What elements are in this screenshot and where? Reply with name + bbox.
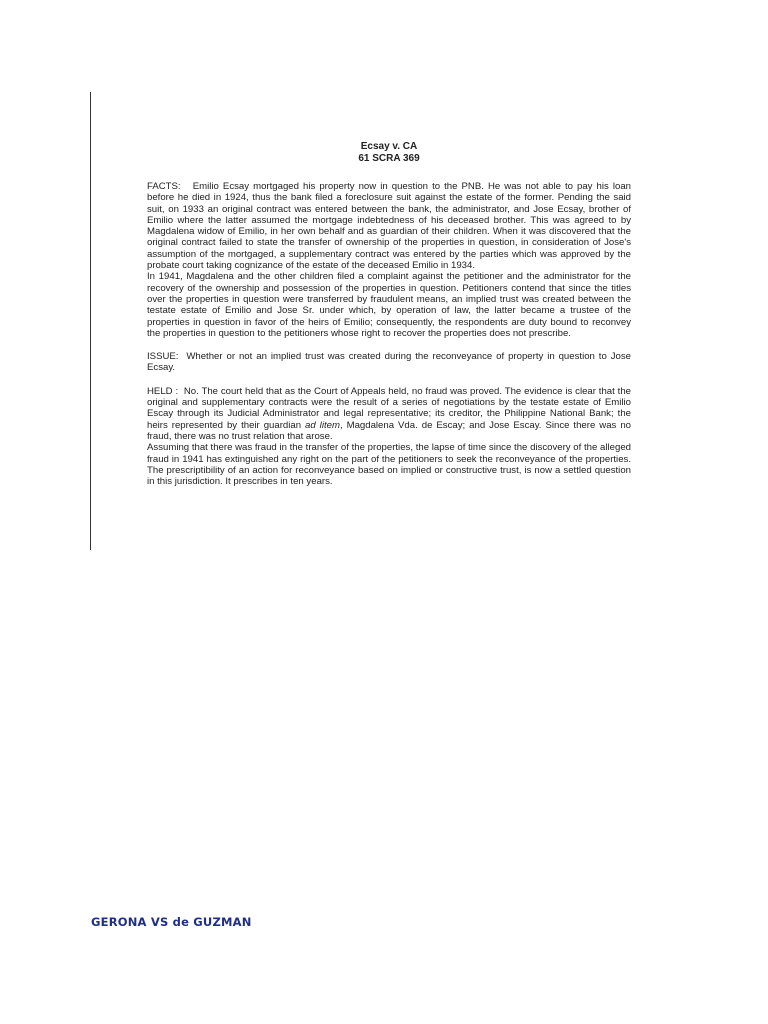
facts-text-1: Emilio Ecsay mortgaged his property now in question to the PNB. He was not able to pay his loan before he died in 1924, thus the bank filed a foreclosure suit against the estate of the former. Pending the said suit, on 1933 an original contract was entered between the bank, the administrator, and Jose Ecsay, brother of Emilio where the latter assumed the mortgage indebtedness of his deceased brother. This was agreed to by Magdalena widow of Emilio, in her own behalf and as guardian of their children. When it was discovered that the original contract failed to state the transfer of ownership of the properties in question, in consideration of Jose's assumption of the mortgaged, a supplementary contract was entered by the parties which was approved by the probate court taking cognizance of the estate of the deceased Emilio in 1934. <box>147 181 631 272</box>
issue-label: ISSUE: <box>147 351 179 363</box>
held-paragraph-2: Assuming that there was fraud in the transfer of the properties, the lapse of time since the discovery of the alleged fraud in 1941 has extinguished any right on the part of the petitioners to seek the reconveyance of the properties. The prescriptibility of an action for reconveyance based on implied or constructive trust, is now a settled question in this jurisdiction. It prescribes in ten years. <box>147 442 631 488</box>
case-digest <box>147 141 631 487</box>
facts-paragraph-1 <box>147 181 631 271</box>
held-paragraph-1 <box>147 386 631 442</box>
facts-label: FACTS: <box>147 181 181 192</box>
issue-paragraph <box>147 351 631 374</box>
next-case-heading: GERONA VS de GUZMAN <box>91 915 252 929</box>
held-text-1: No. The court held that as the Court of Appeals held, no fraud was proved. The evidence is clear that the original and supplementary contracts were the result of a series of negotiations by the testate estate of Emilio Escay through its Judicial Administrator and legal representative; its creditor, the Philippine National Bank; the heirs represented by their guardian <box>147 385 631 431</box>
margin-change-bar <box>90 92 91 550</box>
issue-text: Whether or not an implied trust was created during the reconveyance of property in question to Jose Ecsay. <box>147 351 631 374</box>
facts-paragraph-2: In 1941, Magdalena and the other children filed a complaint against the petitioner and the administrator for the recovery of the ownership and possession of the properties in question. Petitioners contend that since the titles over the properties in question were transferred by fraudulent means, an implied trust was created between the testate estate of Emilio and Jose Sr. under which, by operation of law, the latter became a trustee of the properties in question in favor of the heirs of Emilio; consequently, the respondents are duty bound to reconvey the properties in question to the petitioners whose right to recover the properties does not prescribe. <box>147 271 631 339</box>
held-label: HELD : <box>147 385 179 397</box>
case-citation: 61 SCRA 369 <box>358 153 420 164</box>
held-italic-term: ad litem <box>305 419 340 431</box>
held-text-1-cont: , Magdalena Vda. de Escay; and Jose Escay. Since there was no fraud, there was no trust relation that arose. <box>147 419 631 442</box>
case-title: Ecsay v. CA <box>360 141 418 152</box>
